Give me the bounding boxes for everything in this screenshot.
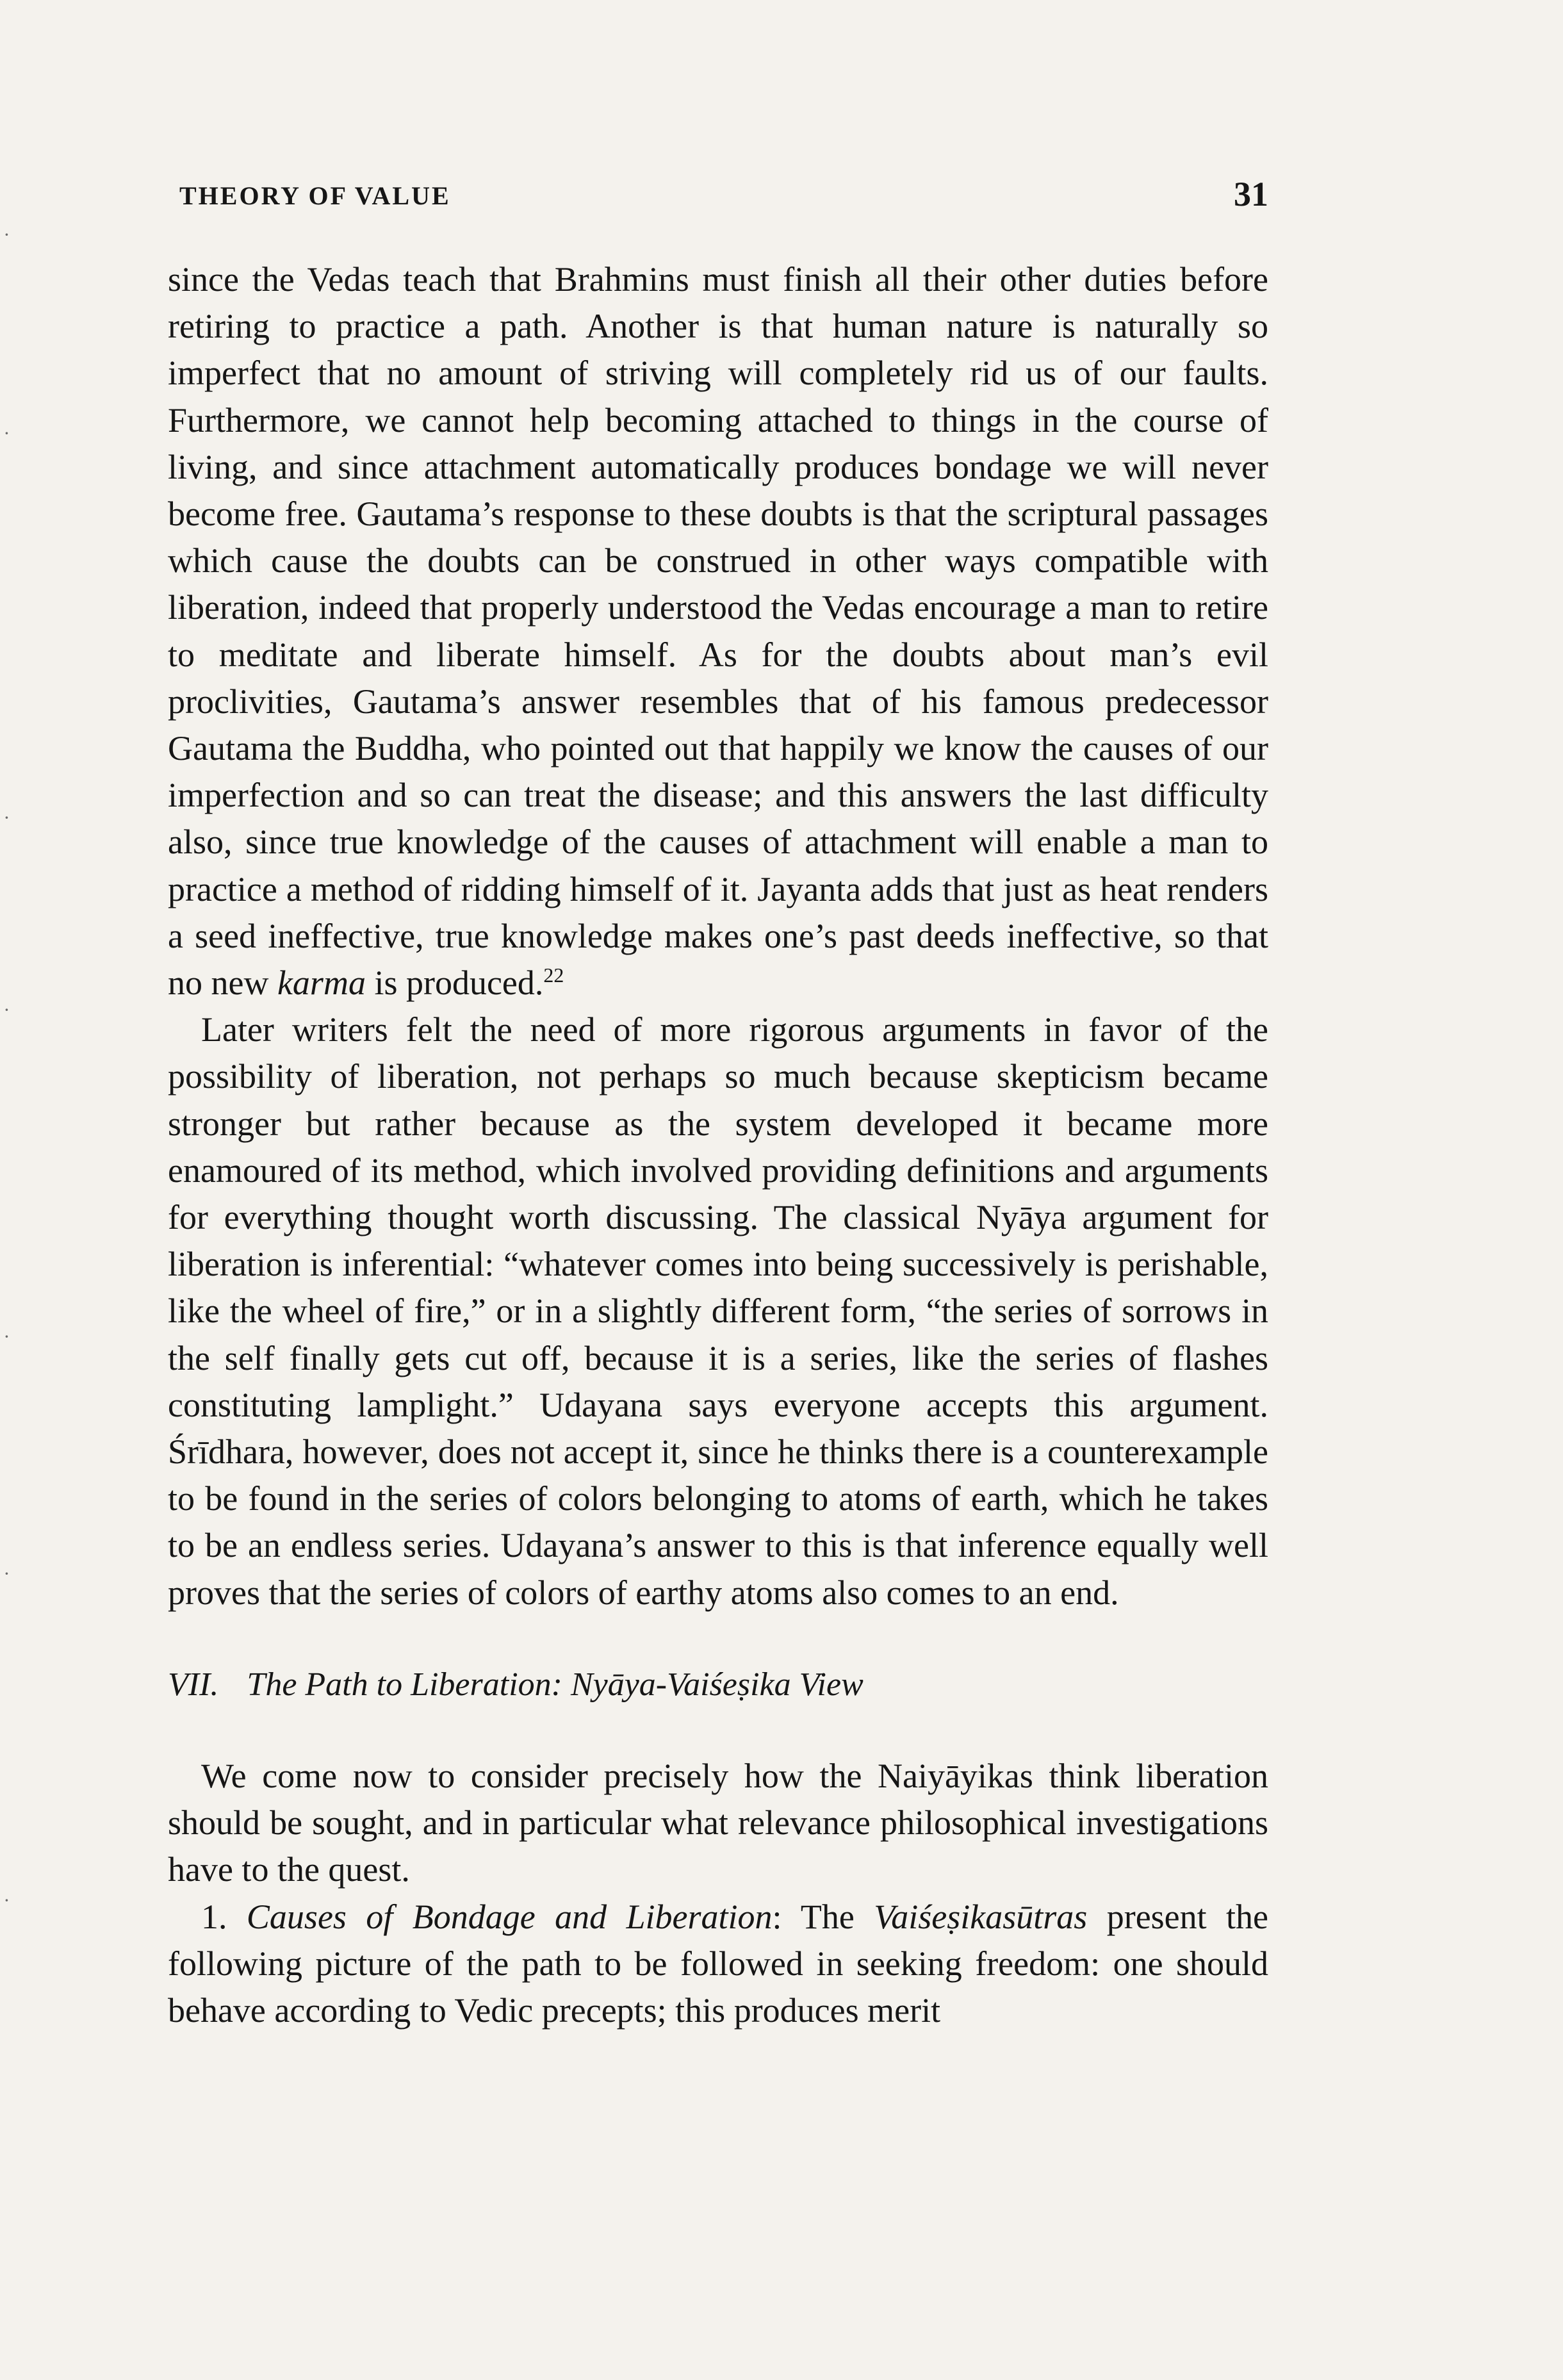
scan-speck: · bbox=[4, 1890, 10, 1911]
scan-speck: · bbox=[4, 1326, 10, 1347]
section-number: VII. bbox=[168, 1666, 219, 1703]
paragraphs-before-heading bbox=[168, 256, 1268, 1616]
paragraph-text: Later writers felt the need of more rigorous arguments in favor of the possibility of liberation, not perhaps so much because skepticism became stronger but rather because as the system developed it became more enamoured of its method, which involved providing definitions and arguments for everything thought worth discussing. The classical Nyāya argument for liberation is inferential: “whatever comes into being successively is perishable, like the wheel of fire,” or in a slightly different form, “the series of sorrows in the self finally gets cut off, because it is a series, like the series of flashes constituting lamplight.” Udayana says everyone accepts this argument. Śrīdhara, however, does not accept it, since he thinks there is a counterexample to be found in the series of colors belonging to atoms of earth, which he takes to be an endless series. Udayana’s answer to this is that inference equally well proves that the series of colors of earthy atoms also comes to an end. bbox=[168, 1010, 1268, 1612]
paragraph-text: since the Vedas teach that Brahmins must finish all their other duties before retiring to practice a path. Another is that human nature is naturally so imperfect that no amount of striving will completely rid us of our faults. Furthermore, we cannot help becoming attached to things in the course of living, and since attachment automatically produces bondage we will never become free. Gautama’s response to these doubts is that the scriptural passages which cause the doubts can be construed in other ways compatible with liberation, indeed that properly understood the Vedas encourage a man to retire to meditate and liberate himself. As for the doubts about man’s evil proclivities, Gautama’s answer resembles that of his famous predecessor Gautama the Buddha, who pointed out that happily we know the causes of our imperfection and so can treat the disease; and this answers the last difficulty also, since true knowledge of the causes of attachment will enable a man to practice a method of ridding himself of it. Jayanta adds that just as heat renders a seed ineffective, true knowledge makes one’s past deeds ineffective, so that no new bbox=[168, 260, 1268, 1003]
section-heading bbox=[168, 1661, 1268, 1708]
paragraph-text: is produced. bbox=[365, 964, 544, 1003]
body-text bbox=[168, 256, 1268, 2034]
scan-speck: · bbox=[4, 224, 10, 245]
running-head bbox=[179, 174, 1268, 219]
scan-speck: · bbox=[4, 999, 10, 1021]
paragraphs-after-heading bbox=[168, 1753, 1268, 2034]
page-number: 31 bbox=[1234, 175, 1268, 213]
footnote-ref: 22 bbox=[543, 964, 564, 987]
paragraph-text: : The bbox=[772, 1897, 874, 1936]
paragraph-text: 1. bbox=[201, 1897, 247, 1936]
scan-speck: · bbox=[4, 1563, 10, 1584]
paragraph-p3 bbox=[168, 1753, 1268, 1894]
italic-term: Vaiśeṣikasūtras bbox=[874, 1897, 1088, 1936]
running-title: THEORY OF VALUE bbox=[179, 181, 451, 210]
section-title: The Path to Liberation: Nyāya-Vaiśeṣika View bbox=[247, 1666, 863, 1703]
paragraph-p4 bbox=[168, 1894, 1268, 2035]
italic-term: karma bbox=[277, 964, 366, 1003]
scan-speck: · bbox=[4, 807, 10, 828]
italic-term: Causes of Bondage and Liberation bbox=[246, 1897, 773, 1936]
paragraph-p1 bbox=[168, 256, 1268, 1006]
paragraph-text: We come now to consider precisely how the Naiyāyikas think liberation should be sought, and in particular what relevance philosophical investigations have to the quest. bbox=[168, 1756, 1268, 1889]
scan-speck: · bbox=[4, 423, 10, 444]
scan-margin-marks bbox=[0, 0, 38, 2380]
paragraph-text: present the following picture of the path to be followed in seeking freedom: one should behave according to Vedic precepts; this produces merit bbox=[168, 1897, 1269, 2030]
paragraph-p2 bbox=[168, 1006, 1268, 1616]
